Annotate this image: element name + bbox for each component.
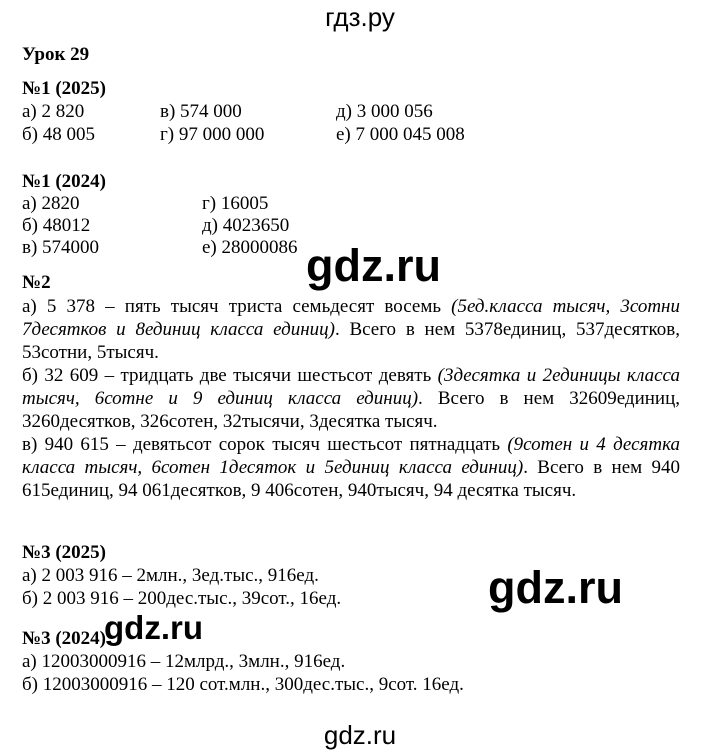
ex2-title: №2 [22, 272, 51, 293]
watermark: gdz.ru [306, 240, 441, 291]
ex2-b-tail: . Всего в нем 32609единиц, 3260десятков, 326сотен, 32тысячи, 3десятка тысяч. [22, 388, 680, 433]
ex3-2025-line-b: б) 2 003 916 – 200дес.тыс., 39сот., 16ед. [22, 588, 342, 609]
watermark: gdz.ru [104, 609, 203, 646]
ex2-a-italic: (5ед.класса тысяч, 3сотни 7десятков и 8единиц класса единиц) [22, 296, 680, 341]
ex2-part-b [22, 364, 680, 434]
ex2-part-a [22, 295, 680, 365]
lesson-title: Урок 29 [22, 44, 90, 65]
ex2-b-main: б) 32 609 – тридцать две тысячи шестьсот девять [22, 365, 438, 386]
ex1-2025-item-b: б) 48 005 [22, 124, 95, 145]
ex2-c-main: в) 940 615 – девятьсот сорок тысяч шестьсот пятнадцать [22, 434, 508, 455]
ex3-2025-title: №3 (2025) [22, 542, 106, 563]
ex1-2024-item-c: в) 574000 [22, 237, 100, 258]
watermark: gdz.ru [488, 562, 623, 613]
ex1-2025-item-e: д) 3 000 056 [336, 101, 433, 122]
ex1-2025-item-f: е) 7 000 045 008 [336, 124, 465, 145]
ex1-2024-item-d: г) 16005 [202, 193, 269, 214]
ex2-b-italic: (3десятка и 2единицы класса тысяч, 6сотне и 9 единиц класса единиц) [22, 365, 681, 410]
ex2-a-tail: . Всего в нем 5378единиц, 537десятков, 53сотни, 5тысяч. [22, 319, 680, 364]
ex2-c-italic: (9сотен и 4 десятка класса тысяч, 6сотен 1десяток и 5единиц класса единиц) [22, 434, 680, 479]
ex1-2025-item-a: а) 2 820 [22, 101, 85, 122]
site-header: гдз.ру [325, 2, 395, 32]
ex2-part-c [22, 433, 680, 503]
ex1-2024-title: №1 (2024) [22, 171, 106, 192]
site-footer: gdz.ru [323, 720, 397, 750]
ex2-a-main: а) 5 378 – пять тысяч триста семьдесят восемь [22, 296, 452, 317]
ex1-2024-item-b: б) 48012 [22, 215, 91, 236]
ex3-2024-line-b: б) 12003000916 – 120 сот.млн., 300дес.тыс., 9сот. 16ед. [22, 674, 464, 695]
ex1-2025-item-d: г) 97 000 000 [160, 124, 265, 145]
ex1-2025-title: №1 (2025) [22, 78, 106, 99]
ex3-2024-title: №3 (2024) [22, 628, 106, 649]
ex2-c-tail: . Всего в нем 940 615единиц, 94 061десятков, 9 406сотен, 940тысяч, 94 десятка тысяч. [22, 457, 681, 502]
ex3-2025-line-a: а) 2 003 916 – 2млн., 3ед.тыс., 916ед. [22, 565, 319, 586]
ex1-2024-item-f: е) 28000086 [202, 237, 298, 258]
ex1-2025-item-c: в) 574 000 [160, 101, 242, 122]
ex1-2024-item-a: а) 2820 [22, 193, 80, 214]
ex1-2024-item-e: д) 4023650 [202, 215, 290, 236]
ex3-2024-line-a: а) 12003000916 – 12млрд., 3млн., 916ед. [22, 651, 346, 672]
